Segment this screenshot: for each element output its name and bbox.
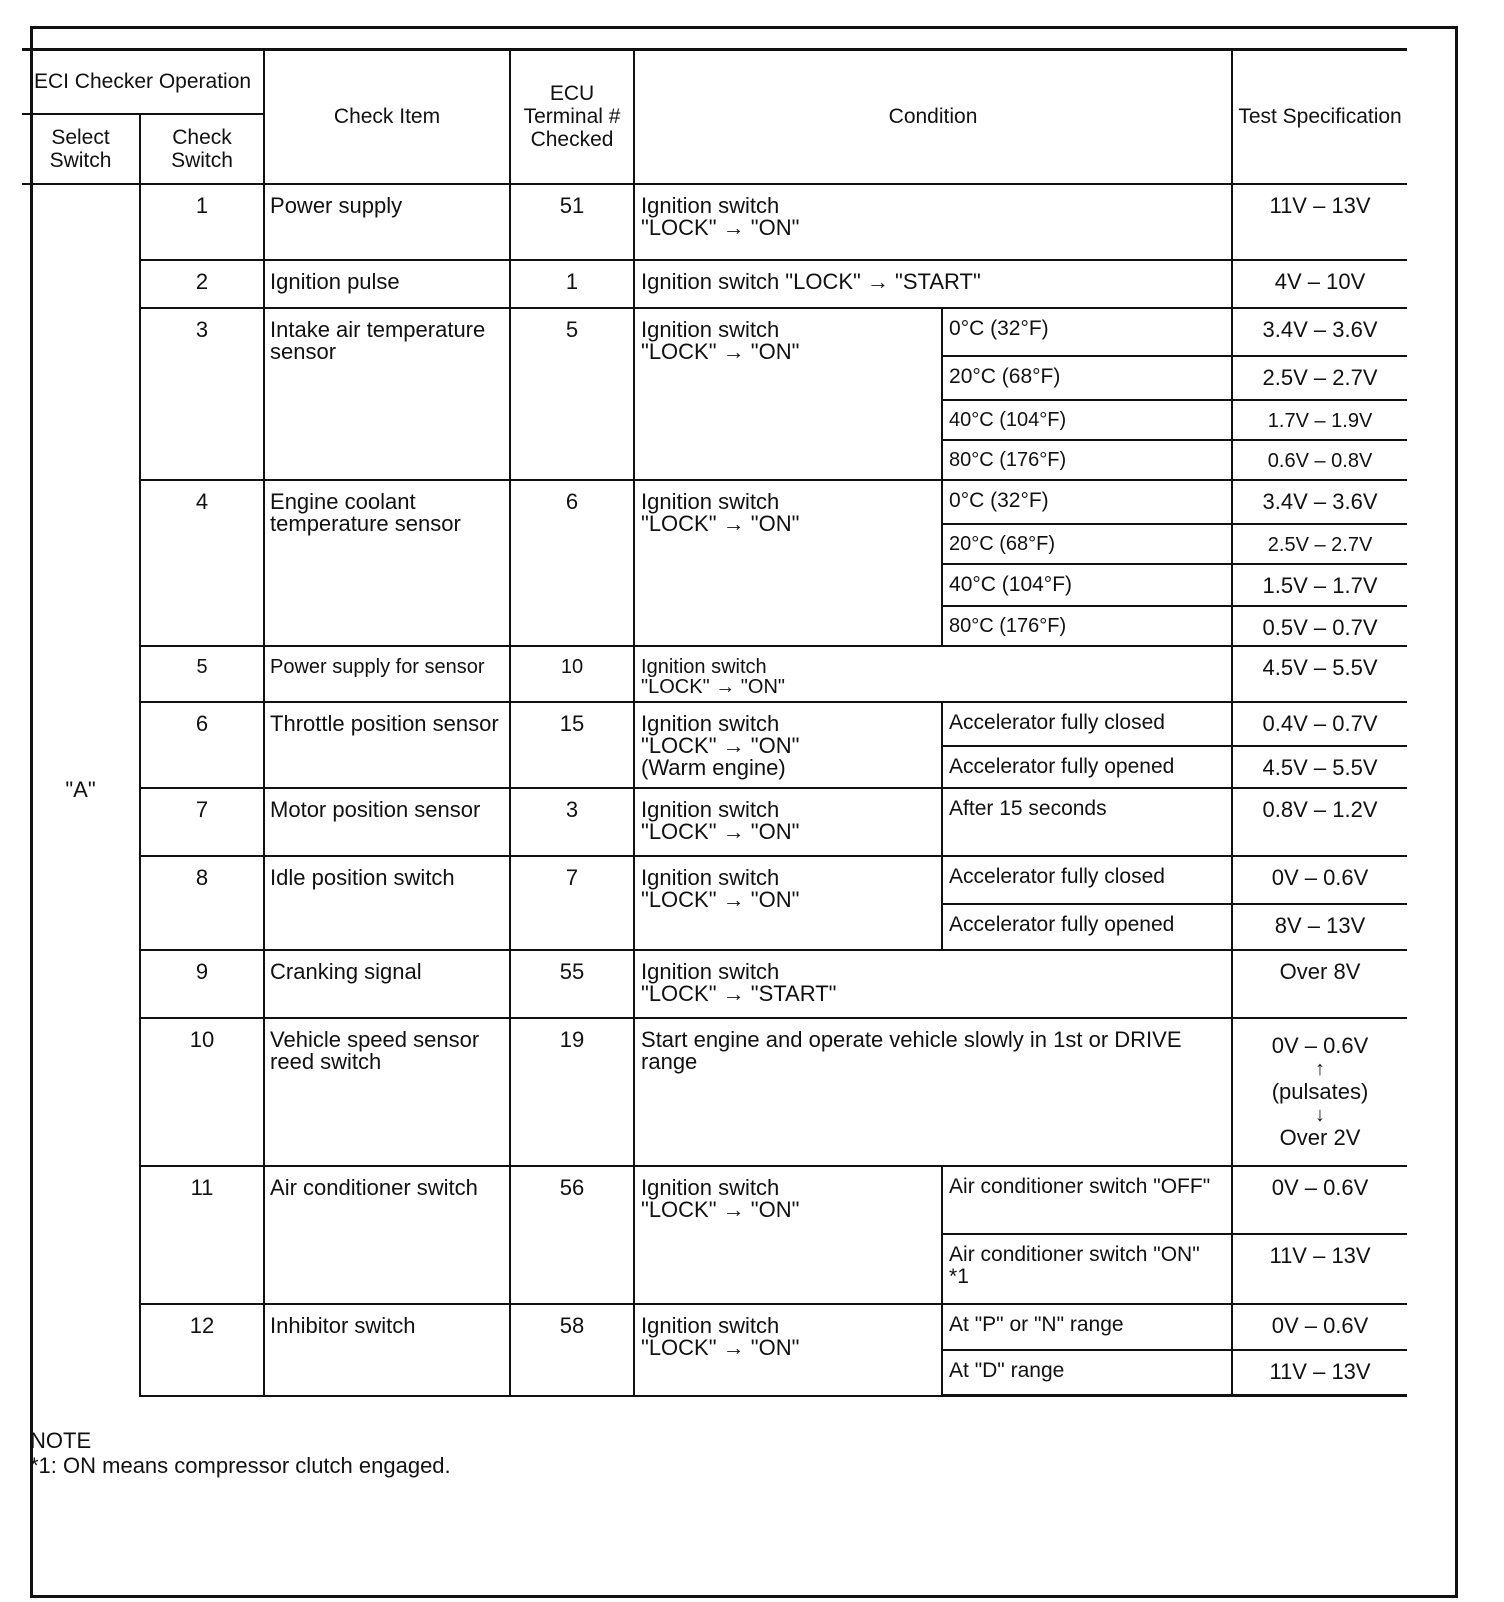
check-item: Cranking signal bbox=[264, 950, 510, 1018]
test-spec: 0.5V – 0.7V bbox=[1232, 606, 1407, 646]
check-switch-number: 6 bbox=[140, 702, 264, 788]
condition: Ignition switch "LOCK" → "ON" bbox=[634, 480, 942, 646]
sub-condition: Air conditioner switch "OFF" bbox=[942, 1166, 1232, 1234]
test-spec: 4.5V – 5.5V bbox=[1232, 746, 1407, 788]
test-spec: 3.4V – 3.6V bbox=[1232, 308, 1407, 356]
table-row bbox=[22, 646, 1407, 702]
check-item: Air conditioner switch bbox=[264, 1166, 510, 1304]
check-item: Idle position switch bbox=[264, 856, 510, 950]
ecu-terminal: 6 bbox=[510, 480, 634, 646]
sub-condition: Accelerator fully closed bbox=[942, 856, 1232, 904]
test-spec: 0V – 0.6V bbox=[1232, 1166, 1407, 1234]
arrow-up-icon: ↑ bbox=[1315, 1057, 1326, 1080]
sub-condition: Accelerator fully opened bbox=[942, 904, 1232, 950]
ecu-terminal: 51 bbox=[510, 184, 634, 260]
test-spec: 4.5V – 5.5V bbox=[1232, 646, 1407, 702]
test-spec: 0V – 0.6V bbox=[1232, 856, 1407, 904]
test-spec: 0V – 0.6V ↑ (pulsates) ↓ Over 2V bbox=[1232, 1018, 1407, 1166]
condition: Ignition switch "LOCK" → "ON" bbox=[634, 1166, 942, 1304]
test-spec: 0.4V – 0.7V bbox=[1232, 702, 1407, 746]
test-spec: 0.6V – 0.8V bbox=[1232, 440, 1407, 480]
table-row bbox=[22, 184, 1407, 260]
sub-condition: Accelerator fully opened bbox=[942, 746, 1232, 788]
select-switch-value: "A" bbox=[22, 184, 140, 1396]
table-row bbox=[22, 1166, 1407, 1234]
header-condition: Condition bbox=[634, 50, 1232, 184]
ecu-terminal: 55 bbox=[510, 950, 634, 1018]
ecu-terminal: 3 bbox=[510, 788, 634, 856]
ecu-terminal: 58 bbox=[510, 1304, 634, 1396]
sub-condition: 80°C (176°F) bbox=[942, 606, 1232, 646]
footnote bbox=[30, 1428, 451, 1478]
test-spec: 2.5V – 2.7V bbox=[1232, 524, 1407, 564]
note-title: NOTE bbox=[30, 1428, 92, 1453]
condition: Ignition switch "LOCK" → "ON" bbox=[634, 308, 942, 480]
ecu-terminal: 56 bbox=[510, 1166, 634, 1304]
header-select-switch: Select Switch bbox=[22, 114, 140, 184]
sub-condition: 40°C (104°F) bbox=[942, 400, 1232, 440]
check-switch-number: 7 bbox=[140, 788, 264, 856]
ecu-terminal: 7 bbox=[510, 856, 634, 950]
sub-condition: 0°C (32°F) bbox=[942, 308, 1232, 356]
check-switch-number: 12 bbox=[140, 1304, 264, 1396]
test-spec: 11V – 13V bbox=[1232, 184, 1407, 260]
sub-condition: 20°C (68°F) bbox=[942, 524, 1232, 564]
table-row bbox=[22, 856, 1407, 904]
condition: Ignition switch "LOCK" → "ON" bbox=[634, 788, 942, 856]
sub-condition: 20°C (68°F) bbox=[942, 356, 1232, 400]
test-spec: 1.5V – 1.7V bbox=[1232, 564, 1407, 606]
header-ecu-terminal: ECU Terminal # Checked bbox=[510, 50, 634, 184]
table-row bbox=[22, 480, 1407, 524]
condition: Ignition switch "LOCK" → "ON" bbox=[634, 1304, 942, 1396]
sub-condition: 40°C (104°F) bbox=[942, 564, 1232, 606]
header-test-spec: Test Specification bbox=[1232, 50, 1407, 184]
ecu-terminal: 15 bbox=[510, 702, 634, 788]
check-item: Motor position sensor bbox=[264, 788, 510, 856]
condition: Ignition switch "LOCK" → "START" bbox=[634, 260, 1232, 308]
ecu-terminal: 5 bbox=[510, 308, 634, 480]
check-switch-number: 1 bbox=[140, 184, 264, 260]
condition: Start engine and operate vehicle slowly in 1st or DRIVE range bbox=[634, 1018, 1232, 1166]
check-switch-number: 4 bbox=[140, 480, 264, 646]
check-switch-number: 10 bbox=[140, 1018, 264, 1166]
condition: Ignition switch "LOCK" → "ON" bbox=[634, 856, 942, 950]
check-switch-number: 8 bbox=[140, 856, 264, 950]
check-switch-number: 2 bbox=[140, 260, 264, 308]
test-spec: 0V – 0.6V bbox=[1232, 1304, 1407, 1350]
sub-condition: 0°C (32°F) bbox=[942, 480, 1232, 524]
condition: Ignition switch "LOCK" → "ON" (Warm engine) bbox=[634, 702, 942, 788]
sub-condition: Accelerator fully closed bbox=[942, 702, 1232, 746]
condition: Ignition switch "LOCK" → "START" bbox=[634, 950, 1232, 1018]
table-row bbox=[22, 950, 1407, 1018]
eci-check-table bbox=[22, 48, 1407, 1397]
sub-condition: At "D" range bbox=[942, 1350, 1232, 1396]
test-spec: 0.8V – 1.2V bbox=[1232, 788, 1407, 856]
check-item: Power supply for sensor bbox=[264, 646, 510, 702]
table-row bbox=[22, 308, 1407, 356]
ecu-terminal: 19 bbox=[510, 1018, 634, 1166]
table-row bbox=[22, 702, 1407, 746]
test-spec: 11V – 13V bbox=[1232, 1234, 1407, 1304]
ecu-terminal: 10 bbox=[510, 646, 634, 702]
sub-condition: 80°C (176°F) bbox=[942, 440, 1232, 480]
test-spec: 11V – 13V bbox=[1232, 1350, 1407, 1396]
sub-condition: Air conditioner switch "ON" *1 bbox=[942, 1234, 1232, 1304]
sub-condition: At "P" or "N" range bbox=[942, 1304, 1232, 1350]
check-item: Vehicle speed sensor reed switch bbox=[264, 1018, 510, 1166]
check-item: Throttle position sensor bbox=[264, 702, 510, 788]
check-switch-number: 9 bbox=[140, 950, 264, 1018]
test-spec: 8V – 13V bbox=[1232, 904, 1407, 950]
header-check-item: Check Item bbox=[264, 50, 510, 184]
test-spec: 2.5V – 2.7V bbox=[1232, 356, 1407, 400]
test-spec: 4V – 10V bbox=[1232, 260, 1407, 308]
condition: Ignition switch "LOCK" → "ON" bbox=[634, 184, 1232, 260]
test-spec: 3.4V – 3.6V bbox=[1232, 480, 1407, 524]
table-row bbox=[22, 1304, 1407, 1350]
check-item: Power supply bbox=[264, 184, 510, 260]
check-switch-number: 3 bbox=[140, 308, 264, 480]
check-switch-number: 11 bbox=[140, 1166, 264, 1304]
table-row bbox=[22, 788, 1407, 856]
table-row bbox=[22, 1018, 1407, 1166]
check-switch-number: 5 bbox=[140, 646, 264, 702]
header-eci-checker: ECI Checker Operation bbox=[22, 50, 264, 114]
check-item: Ignition pulse bbox=[264, 260, 510, 308]
check-item: Inhibitor switch bbox=[264, 1304, 510, 1396]
check-item: Intake air temperature sensor bbox=[264, 308, 510, 480]
note-text: *1: ON means compressor clutch engaged. bbox=[30, 1453, 451, 1478]
arrow-down-icon: ↓ bbox=[1315, 1103, 1326, 1126]
check-item: Engine coolant temperature sensor bbox=[264, 480, 510, 646]
sub-condition: After 15 seconds bbox=[942, 788, 1232, 856]
condition: Ignition switch "LOCK" → "ON" bbox=[634, 646, 1232, 702]
header-check-switch: Check Switch bbox=[140, 114, 264, 184]
ecu-terminal: 1 bbox=[510, 260, 634, 308]
header-row-1 bbox=[22, 50, 1407, 114]
test-spec: Over 8V bbox=[1232, 950, 1407, 1018]
table-row bbox=[22, 260, 1407, 308]
test-spec: 1.7V – 1.9V bbox=[1232, 400, 1407, 440]
